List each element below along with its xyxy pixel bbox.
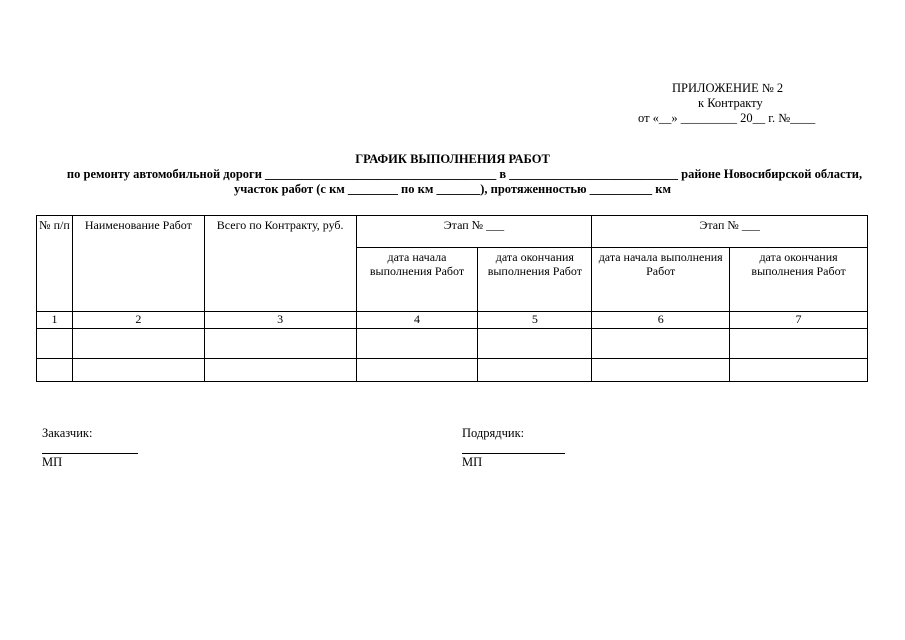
column-number: 5 bbox=[478, 312, 592, 329]
table-cell[interactable] bbox=[730, 359, 868, 382]
table-cell[interactable] bbox=[730, 329, 868, 359]
contractor-seal: МП bbox=[462, 455, 483, 469]
column-number: 3 bbox=[204, 312, 356, 329]
appendix-number: ПРИЛОЖЕНИЕ № 2 bbox=[672, 81, 784, 95]
title-section-line: участок работ (с км ________ по км _______), протяженностью __________ км bbox=[233, 182, 672, 196]
table-row bbox=[37, 359, 868, 382]
table-cell[interactable] bbox=[37, 359, 73, 382]
table-cell[interactable] bbox=[72, 359, 204, 382]
column-number: 4 bbox=[356, 312, 478, 329]
customer-signature-line bbox=[42, 453, 138, 454]
column-number: 6 bbox=[592, 312, 730, 329]
header-stage-2-end: дата окончания выполнения Работ bbox=[730, 248, 868, 312]
header-stage-2: Этап № ___ bbox=[592, 216, 868, 248]
table-cell[interactable] bbox=[37, 329, 73, 359]
customer-label: Заказчик: bbox=[42, 426, 93, 440]
header-total: Всего по Контракту, руб. bbox=[204, 216, 356, 312]
table-cell[interactable] bbox=[592, 359, 730, 382]
column-number: 7 bbox=[730, 312, 868, 329]
table-cell[interactable] bbox=[204, 329, 356, 359]
table-cell[interactable] bbox=[356, 359, 478, 382]
title-road-line: по ремонту автомобильной дороги _____________________________________ в ___________________________ районе Новосибирской области, bbox=[66, 167, 863, 181]
appendix-date: от «__» _________ 20__ г. №____ bbox=[638, 111, 816, 125]
column-number: 2 bbox=[72, 312, 204, 329]
schedule-table bbox=[36, 215, 868, 382]
table-cell[interactable] bbox=[478, 329, 592, 359]
document-title: ГРАФИК ВЫПОЛНЕНИЯ РАБОТ bbox=[355, 152, 550, 166]
table-header-row bbox=[37, 216, 868, 248]
header-number: № п/п bbox=[37, 216, 73, 312]
contractor-label: Подрядчик: bbox=[462, 426, 525, 440]
table-column-numbers bbox=[37, 312, 868, 329]
table-row bbox=[37, 329, 868, 359]
customer-seal: МП bbox=[42, 455, 63, 469]
table-cell[interactable] bbox=[356, 329, 478, 359]
header-stage-1-start: дата начала выполнения Работ bbox=[356, 248, 478, 312]
table-cell[interactable] bbox=[592, 329, 730, 359]
contractor-signature-line bbox=[462, 453, 565, 454]
header-work-name: Наименование Работ bbox=[72, 216, 204, 312]
header-stage-1-end: дата окончания выполнения Работ bbox=[478, 248, 592, 312]
table-cell[interactable] bbox=[204, 359, 356, 382]
appendix-contract: к Контракту bbox=[698, 96, 763, 110]
header-stage-2-start: дата начала выполнения Работ bbox=[592, 248, 730, 312]
column-number: 1 bbox=[37, 312, 73, 329]
header-stage-1: Этап № ___ bbox=[356, 216, 592, 248]
table-cell[interactable] bbox=[478, 359, 592, 382]
table-cell[interactable] bbox=[72, 329, 204, 359]
